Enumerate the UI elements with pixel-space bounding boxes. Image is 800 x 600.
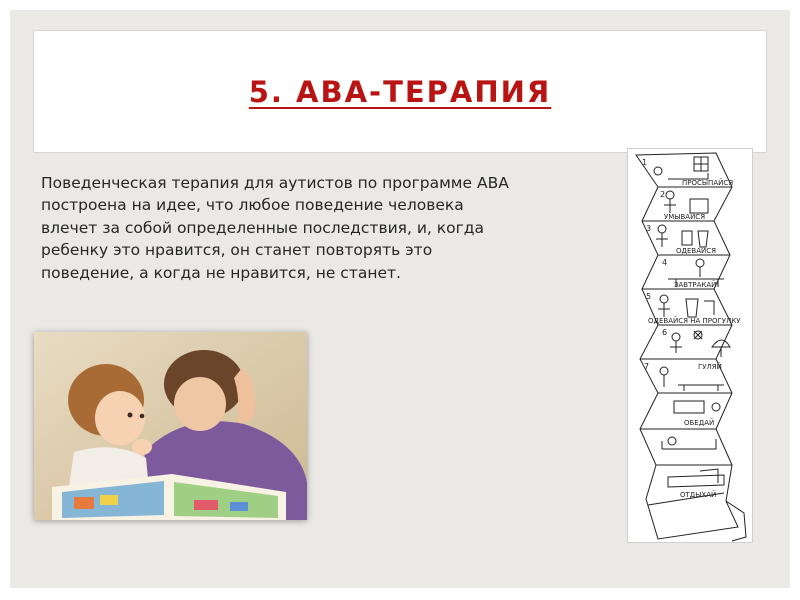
schedule-caption: ОТДЫХАЙ xyxy=(680,491,717,499)
panel-number: 2 xyxy=(660,190,666,199)
panel-number: 6 xyxy=(662,328,668,337)
slide-title: 5. АВА-ТЕРАПИЯ xyxy=(248,74,552,109)
slide xyxy=(10,10,790,588)
panel-number: 3 xyxy=(646,224,652,233)
schedule-caption: ГУЛЯЙ xyxy=(698,363,722,371)
visual-schedule-drawing xyxy=(627,148,753,543)
panel-number: 4 xyxy=(662,258,668,267)
panel-number: 5 xyxy=(646,292,652,301)
schedule-caption: ОБЕДАЙ xyxy=(684,419,715,427)
title-box xyxy=(33,30,767,153)
schedule-caption: УМЫВАЙСЯ xyxy=(664,213,706,221)
panel-number: 7 xyxy=(644,362,650,371)
schedule-caption: ОДЕВАЙСЯ xyxy=(676,247,716,255)
mother-child-photo xyxy=(34,332,307,520)
panel-number: 1 xyxy=(642,158,648,167)
schedule-caption: ЗАВТРАКАЙ xyxy=(674,281,717,289)
photo-illustration xyxy=(34,332,307,520)
schedule-caption: ОДЕВАЙСЯ НА ПРОГУЛКУ xyxy=(648,317,741,325)
body-paragraph: Поведенческая терапия для аутистов по программе АВА построена на идее, что любое поведение человека влечет за собой определенные последствия, и, когда ребенку это нравится, он станет повторять это поведение, а когда не нравится, не станет. xyxy=(41,174,509,282)
schedule-strip xyxy=(628,149,752,542)
schedule-caption: ПРОСЫПАЙСЯ xyxy=(682,179,734,187)
